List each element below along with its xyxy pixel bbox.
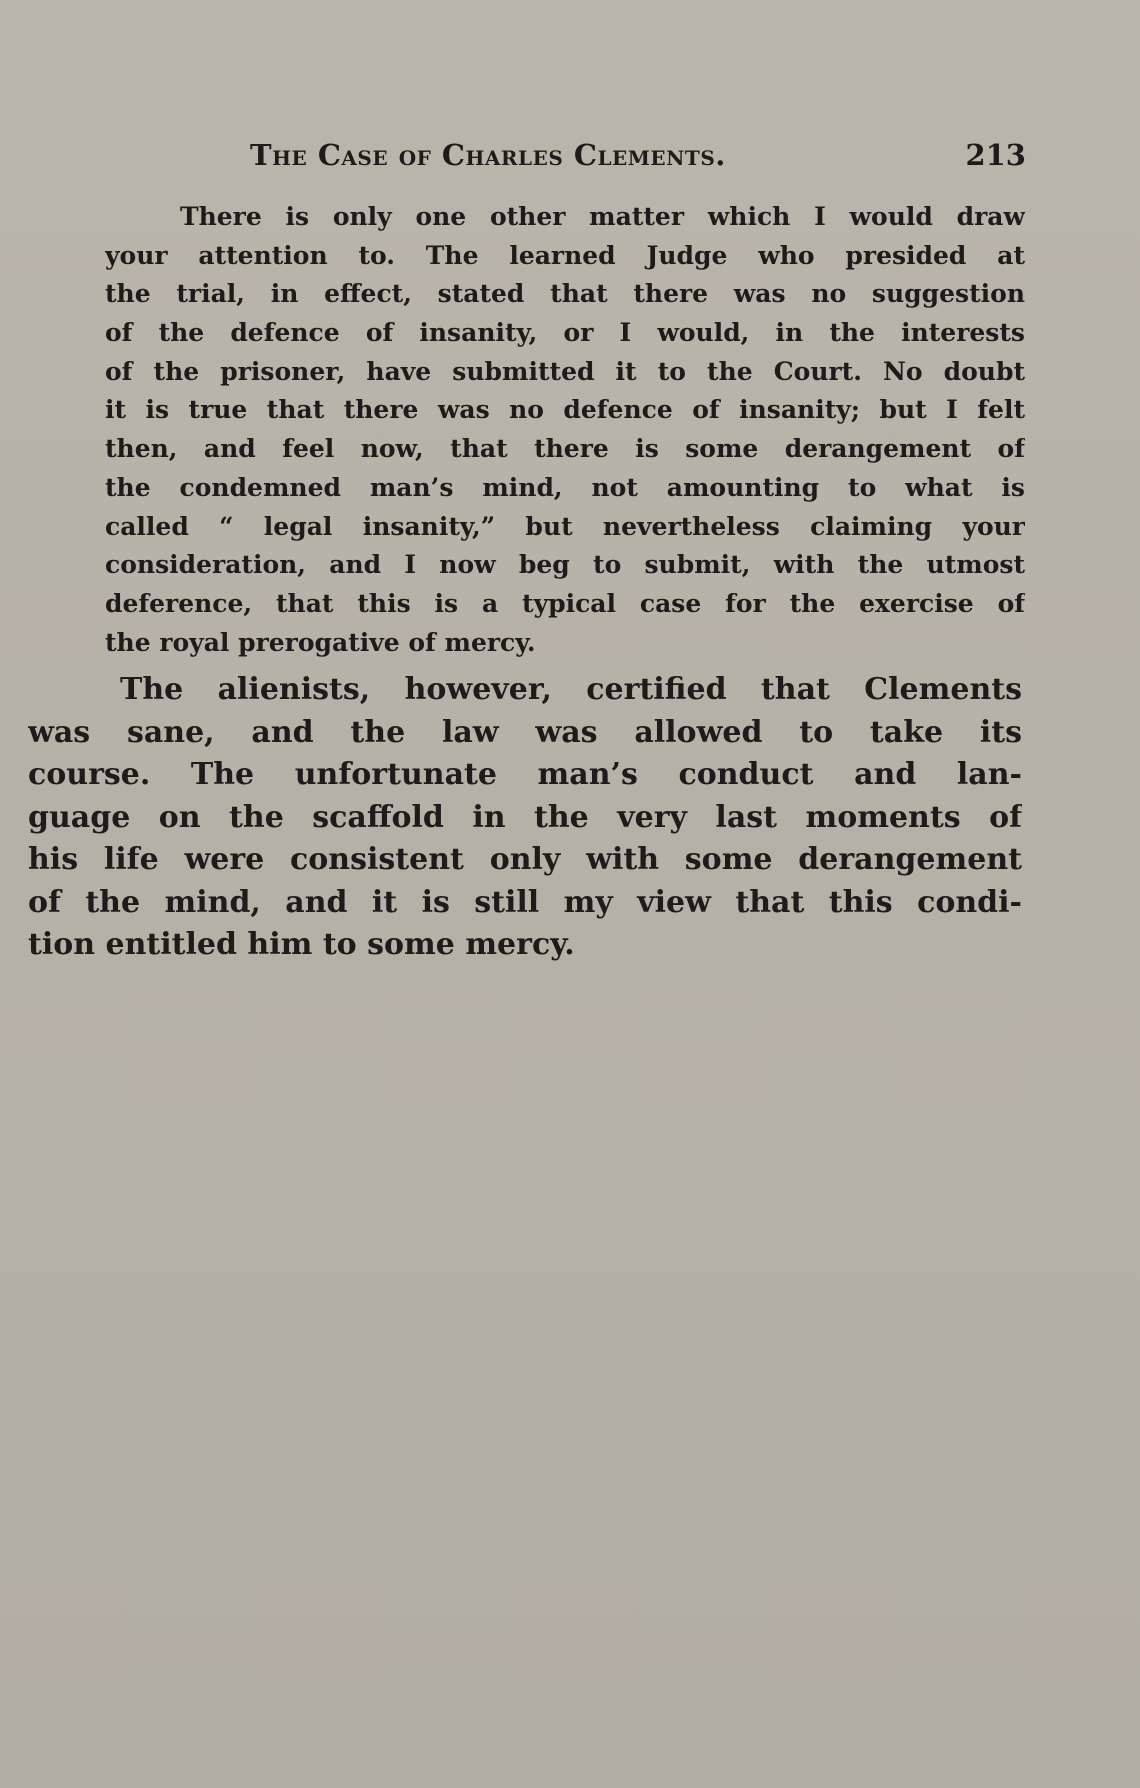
quoted-letter-paragraph <box>105 198 1025 662</box>
body-line: tion entitled him to some mercy. <box>28 927 575 962</box>
body-paragraph <box>28 669 1022 967</box>
quote-line: the royal prerogative of mercy. <box>105 627 536 657</box>
running-title: The Case of Charles Clements. <box>250 138 726 172</box>
quote-line: There is only one other matter which I would draw <box>180 202 1025 231</box>
quote-line: then, and feel now, that there is some derangement of <box>105 434 1025 464</box>
body-line: his life were consistent only with some derangement <box>28 842 1022 877</box>
quote-line: deference, that this is a typical case for the exercise of <box>105 588 1025 618</box>
body-line: The alienists, however, certified that Clements <box>120 672 1022 707</box>
quote-line: consideration, and I now beg to submit, with the utmost <box>105 550 1025 580</box>
quote-line: it is true that there was no defence of insanity; but I felt <box>105 395 1025 425</box>
quote-line: the condemned man’s mind, not amounting to what is <box>105 472 1025 502</box>
body-line: of the mind, and it is still my view that this condi- <box>28 884 1022 920</box>
quote-line: your attention to. The learned Judge who presided at <box>105 240 1025 270</box>
body-line: was sane, and the law was allowed to take its <box>28 714 1022 750</box>
quote-line: of the prisoner, have submitted it to the Court. No doubt <box>105 356 1025 386</box>
body-line: course. The unfortunate man’s conduct and lan- <box>28 757 1022 792</box>
page-number: 213 <box>965 138 1026 172</box>
quote-line: of the defence of insanity, or I would, in the interests <box>105 318 1025 348</box>
quote-line: called “ legal insanity,” but nevertheless claiming your <box>105 511 1025 541</box>
quote-line: the trial, in effect, stated that there was no suggestion <box>105 279 1025 309</box>
running-head <box>0 138 1140 174</box>
body-line: guage on the scaffold in the very last moments of <box>28 799 1022 835</box>
